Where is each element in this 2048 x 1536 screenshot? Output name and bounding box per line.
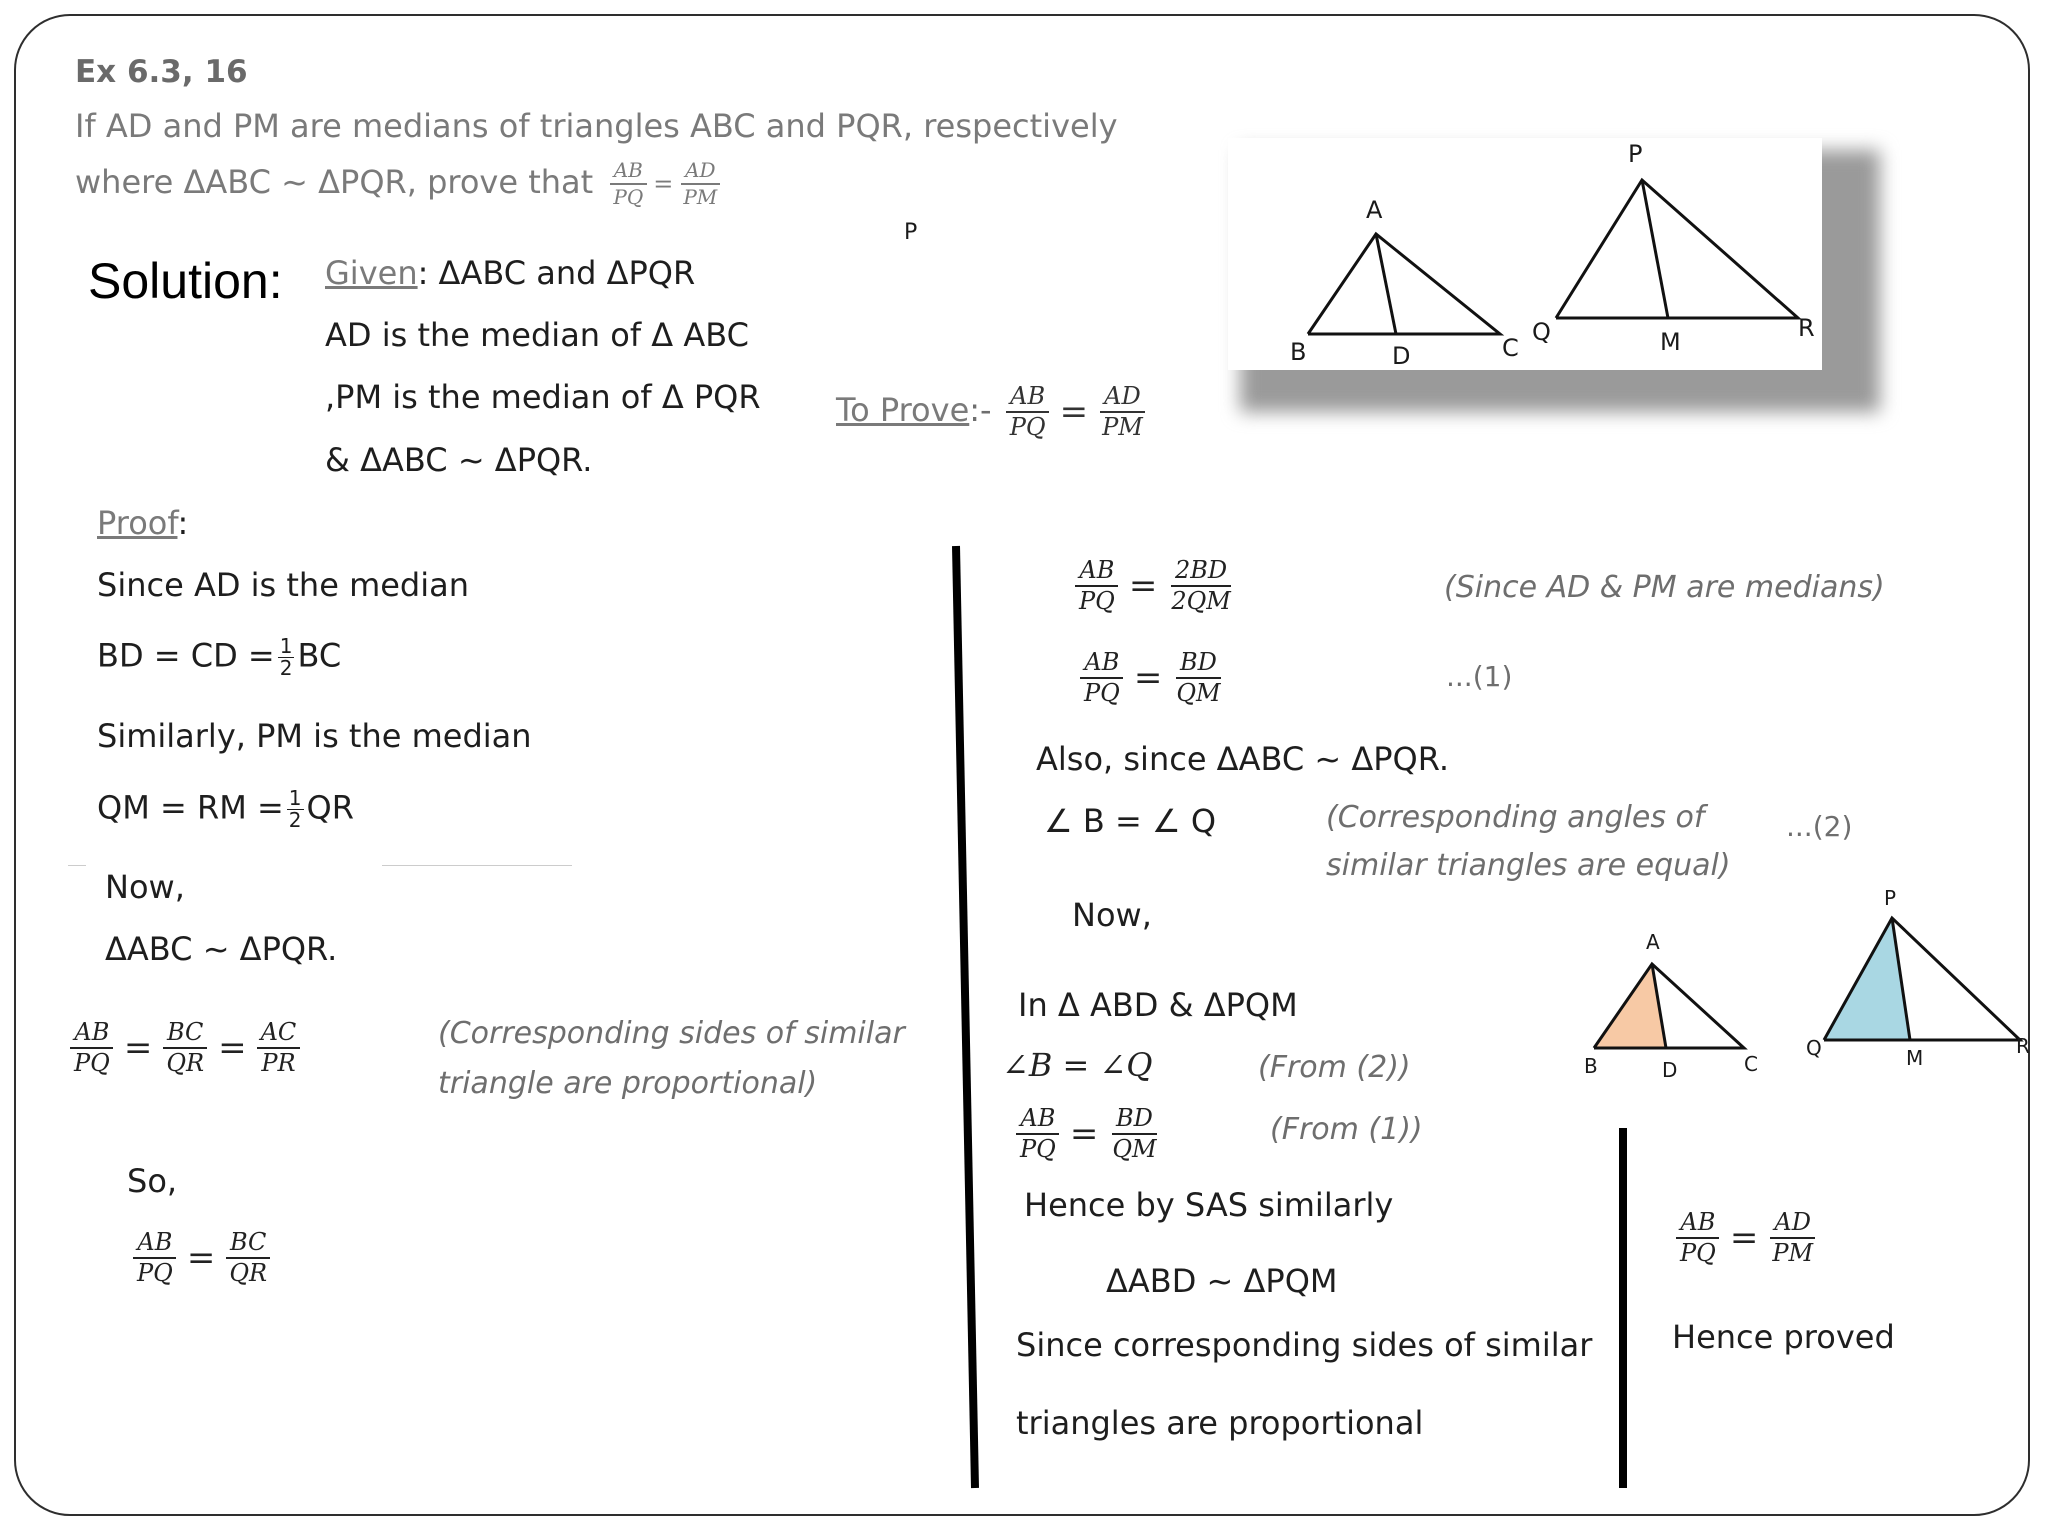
mid-angle-note-2: similar triangles are equal)	[1326, 848, 1731, 883]
question-frac-num: AD	[681, 160, 719, 185]
figure-bottom	[1576, 880, 2036, 1080]
conclusion-ratio	[1676, 1210, 1817, 1266]
frac-den: PR	[261, 1049, 296, 1078]
mid-similar-2: ΔABD ~ ΔPQM	[1106, 1262, 1338, 1300]
frac-num: BC	[226, 1230, 270, 1259]
top-label-d: D	[1392, 342, 1411, 370]
mid-tag-1: ...(1)	[1446, 660, 1513, 693]
frac-num: 2BD	[1171, 558, 1231, 587]
frac-den: PQ	[74, 1049, 110, 1078]
mid-since-1: Since corresponding sides of similar	[1016, 1326, 1593, 1364]
equals-sign: =	[1133, 658, 1163, 699]
bottom-label-a: A	[1646, 930, 1660, 954]
bottom-label-r: R	[2016, 1034, 2030, 1058]
mid-angle-2: ∠B = ∠Q	[1002, 1046, 1153, 1084]
proof-now: Now,	[105, 868, 185, 906]
question-frac-den: PQ	[613, 185, 644, 209]
qm-suffix: QR	[306, 788, 354, 827]
equals-sign: =	[123, 1028, 153, 1069]
equals-sign: =	[218, 1028, 247, 1069]
mid-tag-2: ...(2)	[1786, 810, 1853, 843]
top-label-a: A	[1366, 196, 1383, 224]
equals-sign: =	[1059, 392, 1089, 433]
frac-num: AB	[1676, 1210, 1719, 1239]
frac-num: AB	[70, 1020, 113, 1049]
proof-similar: ΔABC ~ ΔPQR.	[105, 930, 338, 968]
proof-so: So,	[127, 1162, 178, 1200]
frac-den: PQ	[1084, 679, 1120, 708]
hence-proved: Hence proved	[1672, 1318, 1895, 1356]
frac-num: AC	[257, 1020, 301, 1049]
frac-num: AD	[1100, 384, 1145, 413]
qm-prefix: QM = RM =	[97, 788, 284, 827]
mid-note-medians: (Since AD & PM are medians)	[1444, 570, 1885, 605]
frac-bd-qm	[1172, 650, 1224, 706]
frac-den: PQ	[1020, 1135, 1056, 1164]
frac-ab-pq	[1016, 1106, 1060, 1162]
to-prove-label: To Prove	[836, 391, 970, 430]
frac-num: BD	[1112, 1106, 1157, 1135]
bottom-label-b: B	[1584, 1054, 1598, 1078]
question-frac-den: PM	[683, 185, 718, 209]
frac-den: QR	[166, 1049, 205, 1078]
bd-prefix: BD = CD =	[97, 636, 275, 675]
proof-label: Proof	[97, 504, 178, 542]
half-den: 2	[288, 808, 302, 832]
top-label-r: R	[1798, 314, 1815, 342]
mid-angle-note-1: (Corresponding angles of	[1326, 800, 1705, 835]
ratio-note-2: triangle are proportional)	[438, 1066, 818, 1101]
equals-sign: =	[186, 1238, 216, 1279]
frac-den: PQ	[1680, 1239, 1716, 1268]
mid-hence: Hence by SAS similarly	[1024, 1186, 1394, 1224]
frac-2bd-2qm	[1167, 558, 1235, 614]
mid-ratio-2	[1080, 650, 1225, 706]
frac-ab-pq	[1080, 650, 1124, 706]
proof-line-1: Since AD is the median	[97, 566, 470, 604]
frac-ab-pq	[1676, 1210, 1720, 1266]
mid-since-2: triangles are proportional	[1016, 1404, 1424, 1442]
equals-sign: =	[1729, 1218, 1759, 1259]
frac-den: QM	[1176, 679, 1221, 708]
equals-sign: =	[1128, 566, 1158, 607]
proof-line-3: Similarly, PM is the median	[97, 717, 532, 755]
frac-num: AB	[1016, 1106, 1059, 1135]
given-line-3: ,PM is the median of Δ PQR	[325, 378, 761, 416]
bottom-label-c: C	[1744, 1052, 1758, 1076]
mid-ratio-3	[1016, 1106, 1161, 1162]
frac-den: 2QM	[1171, 587, 1231, 616]
frac-den: PM	[1102, 413, 1143, 442]
top-label-b: B	[1290, 338, 1307, 366]
question-line-2-text: where ΔABC ~ ΔPQR, prove that	[75, 163, 594, 201]
bottom-label-m: M	[1906, 1046, 1924, 1070]
mid-ratio-1	[1075, 558, 1235, 614]
frac-ab-pq	[1075, 558, 1119, 614]
top-label-q: Q	[1532, 318, 1551, 346]
triangle-pqm-fill	[1824, 918, 1910, 1040]
mid-from-2: (From (2))	[1258, 1050, 1411, 1085]
bottom-label-p: P	[1884, 886, 1897, 910]
given-text: : ΔABC and ΔPQR	[417, 254, 696, 292]
frac-den: PQ	[137, 1259, 173, 1288]
stray-label-p: P	[904, 220, 918, 245]
frac-den: QM	[1112, 1135, 1157, 1164]
given-line-2: AD is the median of Δ ABC	[325, 316, 749, 354]
top-label-c: C	[1502, 334, 1519, 362]
frac-num: BD	[1176, 650, 1221, 679]
frac-den: PQ	[1079, 587, 1115, 616]
bottom-label-d: D	[1662, 1058, 1678, 1082]
question-frac-num: AB	[610, 160, 647, 185]
mid-also: Also, since ΔABC ~ ΔPQR.	[1036, 740, 1449, 778]
given-label: Given	[325, 254, 418, 292]
frac-num: AB	[1080, 650, 1123, 679]
frac-num: AD	[1770, 1210, 1815, 1239]
mid-in-triangles: In Δ ABD & ΔPQM	[1018, 986, 1298, 1024]
top-label-m: M	[1660, 328, 1681, 356]
frac-den: QR	[229, 1259, 268, 1288]
frac-num: AB	[133, 1230, 176, 1259]
bottom-label-q: Q	[1806, 1036, 1822, 1060]
mid-angle: ∠ B = ∠ Q	[1044, 802, 1217, 840]
given-line-4: & ΔABC ~ ΔPQR.	[325, 441, 593, 479]
frac-bd-qm	[1108, 1106, 1160, 1162]
mid-now: Now,	[1072, 896, 1152, 934]
question-line-1: If AD and PM are medians of triangles ABC and PQR, respectively	[75, 107, 1118, 145]
to-prove-suffix: :-	[969, 391, 992, 430]
frac-num: AB	[1075, 558, 1118, 587]
half-num: 1	[279, 634, 293, 658]
frac-ad-pm	[1768, 1210, 1817, 1266]
equals-sign: =	[653, 170, 674, 198]
half-num: 1	[288, 786, 302, 810]
half-den: 2	[279, 656, 293, 680]
frac-den: PQ	[1009, 413, 1046, 442]
top-label-p: P	[1628, 140, 1643, 168]
proof-colon: :	[177, 504, 189, 542]
equals-sign: =	[1069, 1114, 1099, 1155]
frac-den: PM	[1772, 1239, 1814, 1268]
solution-label: Solution:	[88, 253, 283, 309]
mid-from-1: (From (1))	[1270, 1112, 1423, 1147]
bd-suffix: BC	[297, 636, 342, 675]
exercise-title: Ex 6.3, 16	[75, 54, 248, 90]
frac-num: BC	[163, 1020, 207, 1049]
ratio-note-1: (Corresponding sides of similar	[438, 1016, 905, 1051]
frac-num: AB	[1006, 384, 1049, 413]
